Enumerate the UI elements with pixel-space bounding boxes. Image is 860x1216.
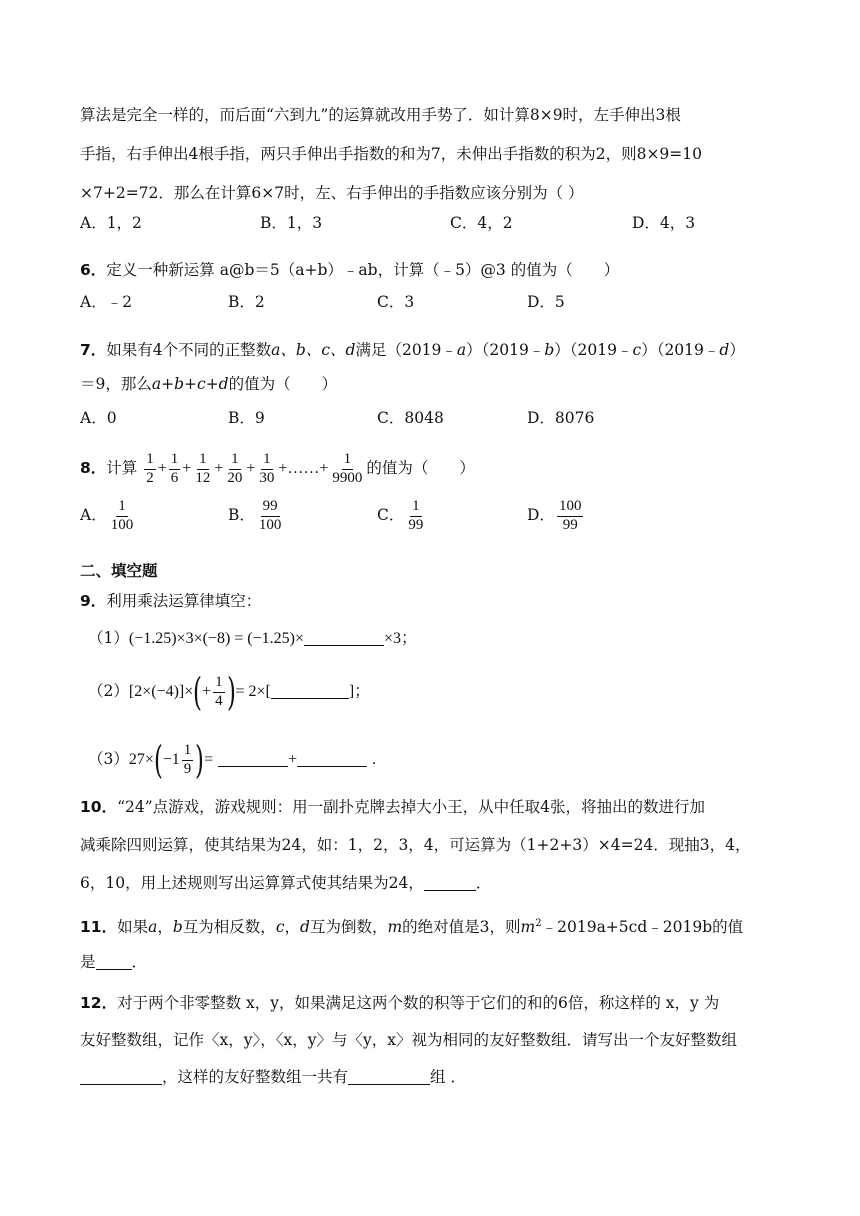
q8-f5-den: 30 bbox=[259, 469, 275, 486]
q12-blank-2[interactable] bbox=[348, 1068, 430, 1085]
q7-text-b: 满足（2019﹣ bbox=[355, 341, 457, 359]
q9-p1-label: （1） bbox=[88, 629, 129, 647]
q8-fraction-5 bbox=[257, 452, 276, 487]
q11-blank[interactable] bbox=[96, 953, 132, 970]
q7-expr: a+b+c+d bbox=[151, 375, 229, 393]
q12-blank-1[interactable] bbox=[80, 1068, 162, 1085]
q12-text-1: 对于两个非零整数 x，y，如果满足这两个数的积等于它们的和的6倍，称这样的 x，y 为 bbox=[117, 994, 720, 1012]
q5-option-c[interactable]: C．4，2 bbox=[450, 214, 513, 232]
q8-f5-num: 1 bbox=[261, 452, 273, 470]
q11-var-m: m bbox=[387, 918, 403, 936]
q7-var-d: d bbox=[719, 341, 730, 359]
q8-f3-num: 1 bbox=[197, 452, 209, 470]
q11-var-a: a bbox=[148, 918, 158, 936]
q5-option-d[interactable]: D．4，3 bbox=[632, 214, 696, 232]
q5-option-a[interactable]: A．1，2 bbox=[80, 214, 142, 232]
q8-number: 8． bbox=[80, 459, 107, 477]
q7-option-c[interactable]: C．8048 bbox=[377, 409, 444, 427]
q8-option-c-num: 1 bbox=[410, 499, 422, 517]
q12-line-1 bbox=[80, 992, 800, 1014]
q9-p3-num: 1 bbox=[182, 743, 194, 761]
q9-p2-expr: [2×(−4)]× bbox=[128, 683, 194, 700]
q8-option-b-num: 99 bbox=[261, 499, 280, 517]
q8-flast-den: 9900 bbox=[332, 469, 363, 486]
q7-text-e: ）（2019﹣ bbox=[641, 341, 720, 359]
q10-tail: ． bbox=[475, 874, 492, 892]
q10-number: 10． bbox=[80, 798, 118, 816]
q9-p3-whole: −1 bbox=[162, 751, 180, 768]
q8-option-c-label: C． bbox=[377, 506, 405, 524]
q9-p3-eq: = bbox=[204, 751, 214, 768]
q8-option-a-num: 1 bbox=[116, 499, 128, 517]
q8-option-b-den: 100 bbox=[258, 516, 282, 533]
q9-p3-label: （3） bbox=[88, 750, 129, 768]
q10-line-3 bbox=[80, 872, 800, 894]
q9-p3-plus: + bbox=[288, 751, 298, 768]
q9-p2-label: （2） bbox=[88, 682, 129, 700]
q8-option-b-label: B． bbox=[228, 506, 255, 524]
q12-line-3 bbox=[80, 1066, 800, 1088]
q7-var-c: c bbox=[632, 341, 642, 359]
q12-line-2: 友好整数组，记作〈x，y〉，〈x，y〉与〈y，x〉视为相同的友好整数组．请写出一个友好整数组 bbox=[80, 1031, 737, 1049]
q11-line-1: 11．如果a，b互为相反数，c，d互为倒数，m的绝对值是3，则$m^2﹣2019a+5cd﹣2019b$的值 bbox=[80, 918, 744, 936]
q11-text-g: 的值 bbox=[712, 918, 744, 936]
q8-option-a[interactable] bbox=[80, 494, 137, 536]
q8-f3-den: 12 bbox=[195, 469, 211, 486]
q11-tail: ． bbox=[131, 953, 148, 971]
q12-tail: 组 ． bbox=[430, 1068, 466, 1086]
q7-text-f: ） bbox=[729, 341, 745, 359]
q9-p3-den: 9 bbox=[183, 760, 192, 777]
q6-options bbox=[80, 291, 800, 315]
q9-p2-den: 4 bbox=[215, 692, 223, 709]
q8-f2-den: 6 bbox=[170, 469, 179, 486]
q6-option-d[interactable]: D．5 bbox=[527, 293, 565, 311]
q6-option-b[interactable]: B．2 bbox=[228, 293, 265, 311]
q7-text-g: ＝9，那么 bbox=[80, 375, 152, 393]
q12-text-3: ，这样的友好整数组一共有 bbox=[162, 1068, 349, 1086]
q6-number: 6． bbox=[80, 261, 107, 279]
q10-line-2: 减乘除四则运算，使其结果为24，如：1，2，3，4，可运算为（1+2+3）×4=24．现抽3，4， bbox=[80, 836, 751, 854]
q7-text-a: 如果有4个不同的正整数 bbox=[106, 341, 272, 359]
q9-p1-blank[interactable] bbox=[304, 629, 384, 646]
q7-option-d[interactable]: D．8076 bbox=[527, 409, 595, 427]
q9-p2-sign: + bbox=[202, 683, 212, 700]
q9-p1-tail: ×3； bbox=[384, 630, 418, 647]
q8-option-b[interactable] bbox=[228, 494, 285, 536]
q8-flast-num: 1 bbox=[342, 452, 354, 470]
q7-options bbox=[80, 407, 800, 431]
q8-fraction-3 bbox=[193, 452, 212, 487]
q11-var-d: d bbox=[300, 918, 310, 936]
q5-line-3: ×7+2=72．那么在计算6×7时，左、右手伸出的手指数应该分别为（ ） bbox=[80, 184, 584, 202]
q7-text-d: ）（2019﹣ bbox=[554, 341, 633, 359]
q9-p2-num: 1 bbox=[213, 675, 225, 693]
q8-fraction-2 bbox=[169, 452, 181, 487]
q8-option-a-label: A． bbox=[80, 506, 107, 524]
q11-var-c: c bbox=[275, 918, 285, 936]
q7-option-a[interactable]: A．0 bbox=[80, 409, 117, 427]
q7-option-b[interactable]: B．9 bbox=[228, 409, 265, 427]
q11-number: 11． bbox=[80, 918, 118, 936]
q8-f4-den: 20 bbox=[227, 469, 243, 486]
q7-number: 7． bbox=[80, 341, 107, 359]
q8-option-c[interactable] bbox=[377, 494, 427, 536]
q8-f1-den: 2 bbox=[146, 469, 154, 486]
q10-line-1 bbox=[80, 796, 800, 818]
q9-text: 利用乘法运算律填空： bbox=[106, 592, 262, 610]
q9-question bbox=[80, 590, 800, 612]
q5-options bbox=[80, 212, 800, 236]
q8-fraction-1 bbox=[144, 452, 156, 487]
section-fill-in-title: 二、填空题 bbox=[80, 562, 158, 580]
q8-prefix: 计算 bbox=[106, 459, 138, 477]
q8-option-d[interactable] bbox=[527, 494, 585, 536]
q8-option-d-den: 99 bbox=[562, 516, 578, 533]
q8-option-c-den: 99 bbox=[408, 516, 424, 533]
q6-option-c[interactable]: C．3 bbox=[377, 293, 415, 311]
q9-p2-eq: = 2×[ bbox=[235, 683, 271, 700]
q6-option-a[interactable]: A．﹣2 bbox=[80, 293, 133, 311]
q9-p3-expr: 27× bbox=[128, 751, 154, 768]
q7-text-c: ）（2019﹣ bbox=[466, 341, 545, 359]
q8-f1-num: 1 bbox=[144, 452, 156, 470]
q9-p3-blank-1[interactable] bbox=[218, 750, 288, 767]
q11-line-2 bbox=[80, 951, 800, 973]
q7-line-1 bbox=[80, 339, 800, 361]
q7-vars: a、b、c、d bbox=[271, 341, 356, 359]
q8-option-a-den: 100 bbox=[110, 516, 134, 533]
q9-part-3: （3）27×(−1 $\frac{1}{9}$ )= + . bbox=[88, 738, 377, 782]
q11-expr: ﹣2019a+5cd﹣2019b bbox=[541, 918, 713, 936]
q8-fraction-last bbox=[330, 452, 364, 487]
q11-text-d: ， bbox=[284, 918, 301, 936]
q8-options bbox=[80, 494, 800, 536]
q5-line-1: 算法是完全一样的，而后面“六到九”的运算就改用手势了．如计算8×9时，左手伸出3根 bbox=[80, 106, 681, 124]
q7-text-h: 的值为（ ） bbox=[228, 375, 338, 393]
q7-var-b: b bbox=[544, 341, 555, 359]
q9-number: 9． bbox=[80, 592, 107, 610]
q8-suffix: 的值为（ ） bbox=[366, 459, 475, 477]
q10-blank[interactable] bbox=[424, 874, 476, 891]
q5-line-2: 手指，右手伸出4根手指，两只手伸出手指数的和为7，未伸出手指数的积为2，则8×9=10 bbox=[80, 145, 703, 163]
q8-question: 8．计算 $\frac{1}{2}$ + $\frac{1}{6}$ + $\frac{1}{12}$ + $\frac{1}{20}$ + $\frac{1}{30}$ +……+ $\frac{1}{9900}$ 的值为（ ） bbox=[80, 450, 475, 486]
q9-p2-blank[interactable] bbox=[271, 682, 349, 699]
q8-f2-num: 1 bbox=[169, 452, 181, 470]
q9-p2-tail: ]； bbox=[348, 683, 371, 700]
q9-part-1 bbox=[88, 627, 800, 650]
q9-p1-expr: (−1.25)×3×(−8) = (−1.25)× bbox=[128, 630, 305, 647]
q5-option-b[interactable]: B．1，3 bbox=[260, 214, 323, 232]
q11-text-f: 的绝对值是3，则 bbox=[402, 918, 521, 936]
q9-p3-blank-2[interactable] bbox=[297, 750, 367, 767]
q11-text-b: ， bbox=[157, 918, 173, 936]
q11-var-b: b bbox=[172, 918, 183, 936]
q8-f4-num: 1 bbox=[229, 452, 241, 470]
q11-text-c: 互为相反数， bbox=[182, 918, 276, 936]
q9-p3-tail: . bbox=[372, 751, 377, 768]
q7-var-a: a bbox=[456, 341, 467, 359]
q8-dots: +……+ bbox=[278, 460, 329, 477]
q10-text-3: 6，10，用上述规则写出运算算式使其结果为24， bbox=[80, 874, 424, 892]
q12-number: 12． bbox=[80, 994, 118, 1012]
q11-text-a: 如果 bbox=[117, 918, 149, 936]
q9-part-2: （2）[2×(−4)]×(+ $\frac{1}{4}$ )= 2×[ ]； bbox=[88, 670, 371, 714]
q8-option-d-num: 100 bbox=[557, 499, 584, 517]
q6-question bbox=[80, 259, 800, 281]
q10-text-1: “24”点游戏，游戏规则：用一副扑克牌去掉大小王，从中任取4张，将抽出的数进行加 bbox=[117, 798, 706, 816]
q11-text-e: 互为倒数， bbox=[309, 918, 388, 936]
q8-fraction-4 bbox=[225, 452, 244, 487]
q6-text: 定义一种新运算 a@b＝5（a+b）﹣ab，计算（﹣5）@3 的值为（ ） bbox=[106, 261, 620, 279]
q7-line-2 bbox=[80, 373, 800, 395]
q11-text-h: 是 bbox=[80, 953, 96, 971]
q11-var-m2: m bbox=[520, 918, 536, 936]
q8-option-d-label: D． bbox=[527, 506, 555, 524]
